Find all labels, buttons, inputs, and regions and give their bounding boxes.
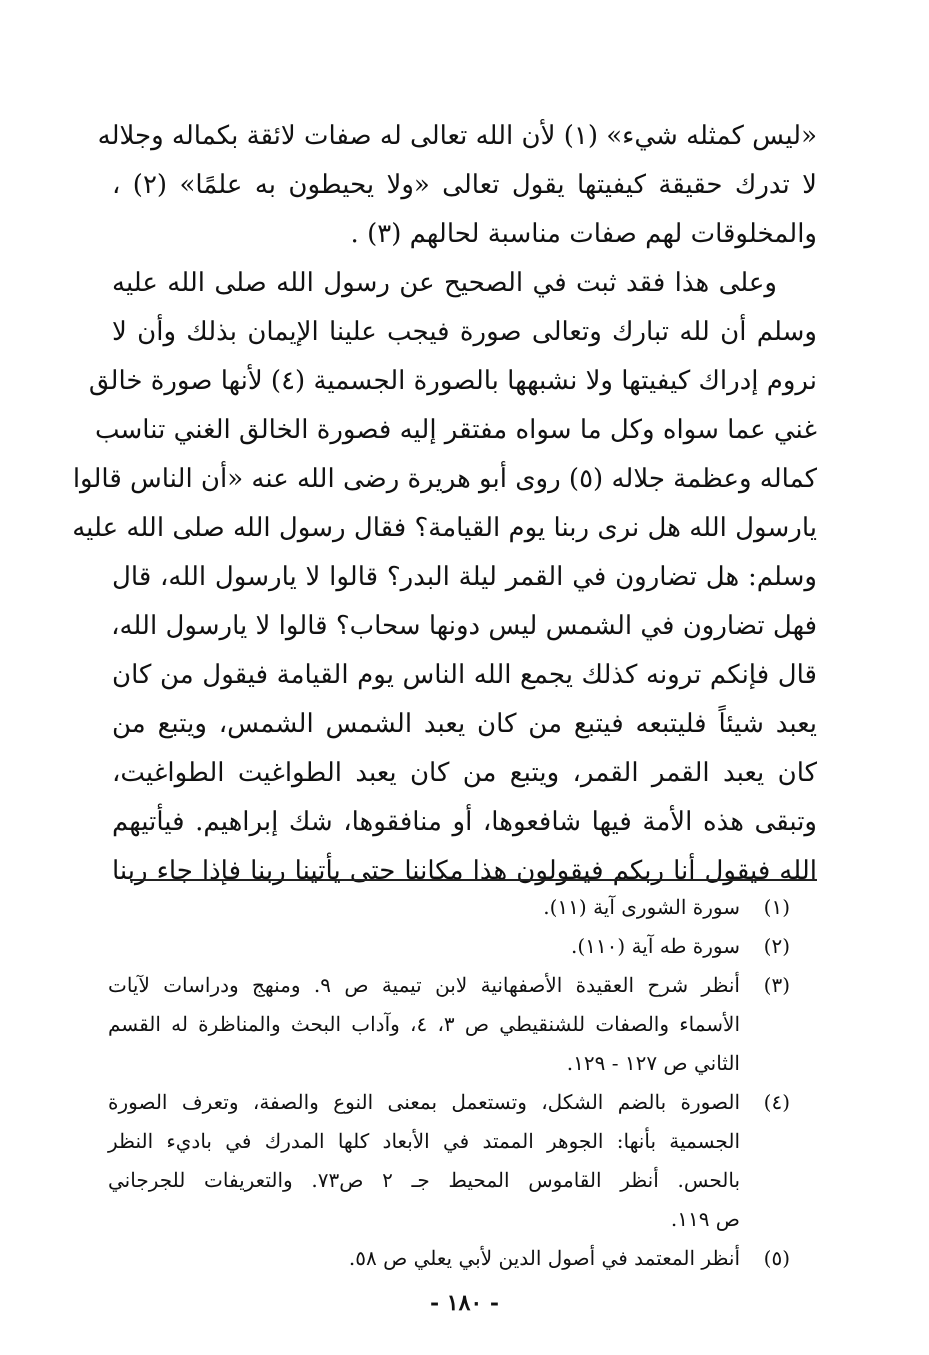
footnote-line: الجسمية بأنها: الجوهر الممتد في الأبعاد كلها المدرك في باديء النظر (108, 1129, 740, 1153)
text-line: فهل تضارون في الشمس ليس دونها سحاب؟ قالوا لا يارسول الله، (111, 611, 817, 641)
text-line: وتبقى هذه الأمة فيها شافعوها، أو منافقوها، شك إبراهيم. فيأتيهم (112, 807, 817, 837)
text-line: يعبد شيئاً فليتبعه فيتبع من كان يعبد الشمس الشمس، ويتبع من (112, 709, 817, 739)
footnote-line: الثاني ص ١٢٧ - ١٢٩. (566, 1051, 740, 1075)
footnote-line: سورة الشورى آية (١١). (543, 895, 740, 919)
text-line: «ليس كمثله شيء» (١) لأن الله تعالى له صفات لائقة بكماله وجلاله (97, 121, 817, 151)
footnote-3 (108, 966, 790, 1083)
text-line: يارسول الله هل نرى ربنا يوم القيامة؟ فقال رسول الله صلى الله عليه (72, 513, 817, 543)
footnote-number: (٥) (763, 1246, 790, 1270)
footnote-line: الأسماء والصفات للشنقيطي ص ٣، ٤، وآداب البحث والمناظرة له القسم (108, 1012, 741, 1036)
footnote-4 (108, 1083, 790, 1239)
text-line: لا تدرك حقيقة كيفيتها يقول تعالى «ولا يحيطون به علمًا» (٢) ، (112, 170, 817, 200)
text-line: وسلم أن لله تبارك وتعالى صورة فيجب علينا الإيمان بذلك وأن لا (112, 317, 817, 347)
text-line: نروم إدراك كيفيتها ولا نشبهها بالصورة الجسمية (٤) لأنها صورة خالق (88, 366, 817, 396)
footnote-number: (٢) (763, 934, 790, 958)
footnote-line: ص ١١٩. (670, 1207, 740, 1231)
footnote-line: سورة طه آية (١١٠). (571, 934, 740, 958)
footnote-line: الصورة بالضم الشكل، وتستعمل بمعنى النوع والصفة، وتعرف الصورة (108, 1090, 740, 1114)
text-line: كان يعبد القمر القمر، ويتبع من كان يعبد الطواغيت الطواغيت، (112, 758, 817, 788)
footnote-5 (108, 1239, 790, 1278)
text-line: وسلم: هل تضارون في القمر ليلة البدر؟ قالوا لا يارسول الله، قال (112, 562, 817, 592)
footnote-number: (١) (763, 895, 790, 919)
text-line: والمخلوقات لهم صفات مناسبة لحالهم (٣) . (350, 219, 817, 249)
footnote-line: بالحس. أنظر القاموس المحيط جـ ٢ ص٧٣. والتعريفات للجرجاني (108, 1168, 741, 1192)
footnote-2 (108, 927, 790, 966)
text-line: كماله وعظمة جلاله (٥) روى أبو هريرة رضى الله عنه «أن الناس قالوا (72, 464, 817, 494)
text-line: الله فيقول أنا ربكم فيقولون هذا مكاننا حتى يأتينا ربنا فإذا جاء ربنا (112, 856, 817, 886)
text-line: غني عما سواه وكل ما سواه مفتقر إليه فصورة الخالق الغني تناسب (94, 415, 817, 445)
footnotes (108, 888, 790, 1278)
page-number: - ١٨٠ - (429, 1290, 500, 1316)
text-line: وعلى هذا فقد ثبت في الصحيح عن رسول الله صلى الله عليه (112, 268, 777, 298)
footnote-line: أنظر شرح العقيدة الأصفهانية لابن تيمية ص ٩. ومنهج ودراسات لآيات (108, 973, 740, 997)
footnote-line: أنظر المعتمد في أصول الدين لأبي يعلي ص ٥٨. (348, 1246, 740, 1270)
footnote-divider (130, 879, 817, 881)
footnote-1 (108, 888, 790, 927)
text-line: قال فإنكم ترونه كذلك يجمع الله الناس يوم القيامة فيقول من كان (112, 660, 817, 690)
main-text (72, 112, 817, 896)
footnote-number: (٣) (763, 973, 790, 997)
footnote-number: (٤) (763, 1090, 790, 1114)
